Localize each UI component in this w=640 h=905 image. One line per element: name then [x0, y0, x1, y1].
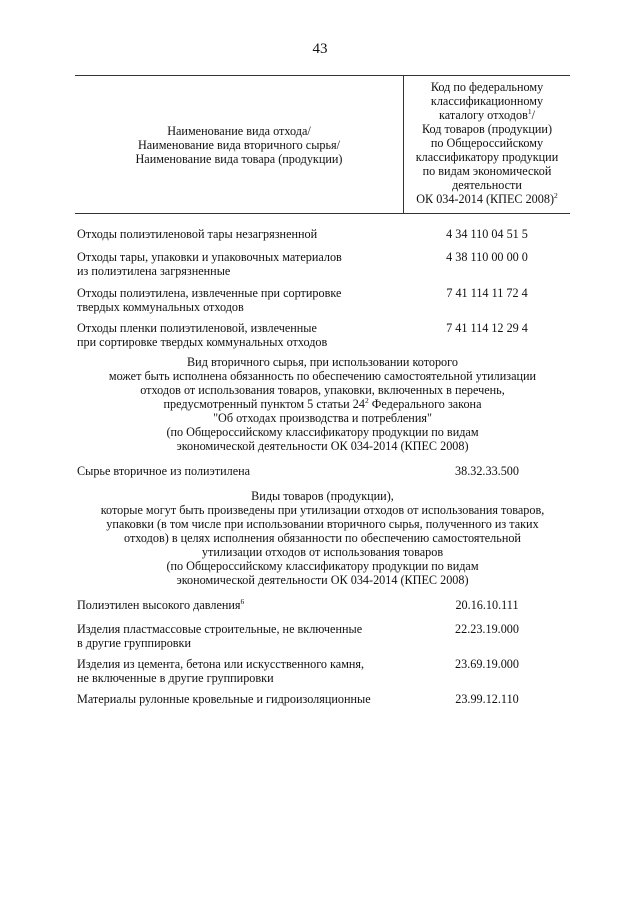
header-code-column [404, 80, 570, 206]
waste-row-code: 7 41 114 12 29 4 [446, 321, 528, 335]
product-row-code: 23.69.19.000 [455, 657, 519, 671]
product-row-name: Изделия пластмассовые строительные, не включенные в другие группировки [77, 622, 363, 650]
header-name-column [75, 124, 403, 166]
header-name-line: Наименование вида товара (продукции) [135, 152, 343, 166]
superscript: 2 [364, 395, 369, 405]
header-bottom-border [75, 213, 570, 214]
waste-row-code: 4 38 110 00 00 0 [446, 250, 528, 264]
raw-material-row-name: Сырье вторичное из полиэтилена [77, 464, 251, 478]
section-heading-secondary-raw: Вид вторичного сырья, при использовании которого может быть исполнена обязанность по обеспечению самостоятельной утилизации отходов от использования товаров, упаковки, включенных в перечень, предусмотренный пунктом 5 статьи $24^2$ Федерального закона "Об отходах производства и потребления" (по Общероссийскому классификатору продукции по видам экономической деятельности ОК 034-2014 (КПЕС 2008) [108, 355, 537, 453]
header-name-line: Наименование вида вторичного сырья/ [137, 138, 341, 152]
product-row-code: 23.99.12.110 [455, 692, 519, 706]
header-name-line: Наименование вида отхода/ [167, 124, 311, 138]
footnote-ref: 1 [527, 106, 532, 116]
product-row-name: Материалы рулонные кровельные и гидроизоляционные [77, 692, 371, 706]
header-code-line: по Общероссийскому [430, 136, 544, 150]
header-code-line: Код по федеральному [430, 80, 544, 94]
header-code-line: по видам экономической [422, 164, 552, 178]
footnote-ref: 6 [240, 596, 245, 606]
product-row-name: Изделия из цемента, бетона или искусственного камня, не включенные в другие группировки [77, 657, 365, 685]
raw-material-row-code: 38.32.33.500 [455, 464, 519, 478]
page-number: 43 [312, 41, 328, 57]
product-row-code: 22.23.19.000 [455, 622, 519, 636]
product-row-code: 20.16.10.111 [455, 598, 519, 612]
header-code-line: ОК 034-2014 (КПЕС 2008)$^2$ [416, 190, 558, 206]
waste-row-code: 7 41 114 11 72 4 [446, 286, 528, 300]
header-code-line: классификатору продукции [415, 150, 559, 164]
header-code-line: Код товаров (продукции) [421, 122, 553, 136]
waste-row-name: Отходы тары, упаковки и упаковочных материалов из полиэтилена загрязненные [77, 250, 342, 278]
header-code-line: деятельности [452, 178, 522, 192]
waste-row-code: 4 34 110 04 51 5 [446, 227, 528, 241]
waste-row-name: Отходы полиэтиленовой тары незагрязненной [77, 227, 318, 241]
footnote-ref: 2 [554, 190, 558, 200]
product-row-name: Полиэтилен высокого давления$^6$ [77, 596, 245, 612]
waste-row-name: Отходы пленки полиэтиленовой, извлеченные при сортировке твердых коммунальных отходов [77, 321, 328, 349]
section-heading-products: Виды товаров (продукции), которые могут быть произведены при утилизации отходов от использования товаров, упаковки (в том числе при использовании вторичного сырья, полученного из таких отходов) в целях исполнения обязанности по обеспечению самостоятельной утилизации отходов от использования товаров (по Общероссийскому классификатору продукции по видам экономической деятельности ОК 034-2014 (КПЕС 2008) [100, 489, 545, 587]
header-code-line: каталогу отходов$^1$/ [439, 106, 535, 122]
header-code-line: классификационному [430, 94, 544, 108]
waste-row-name: Отходы полиэтилена, извлеченные при сортировке твердых коммунальных отходов [77, 286, 342, 314]
table-top-border [75, 75, 570, 76]
